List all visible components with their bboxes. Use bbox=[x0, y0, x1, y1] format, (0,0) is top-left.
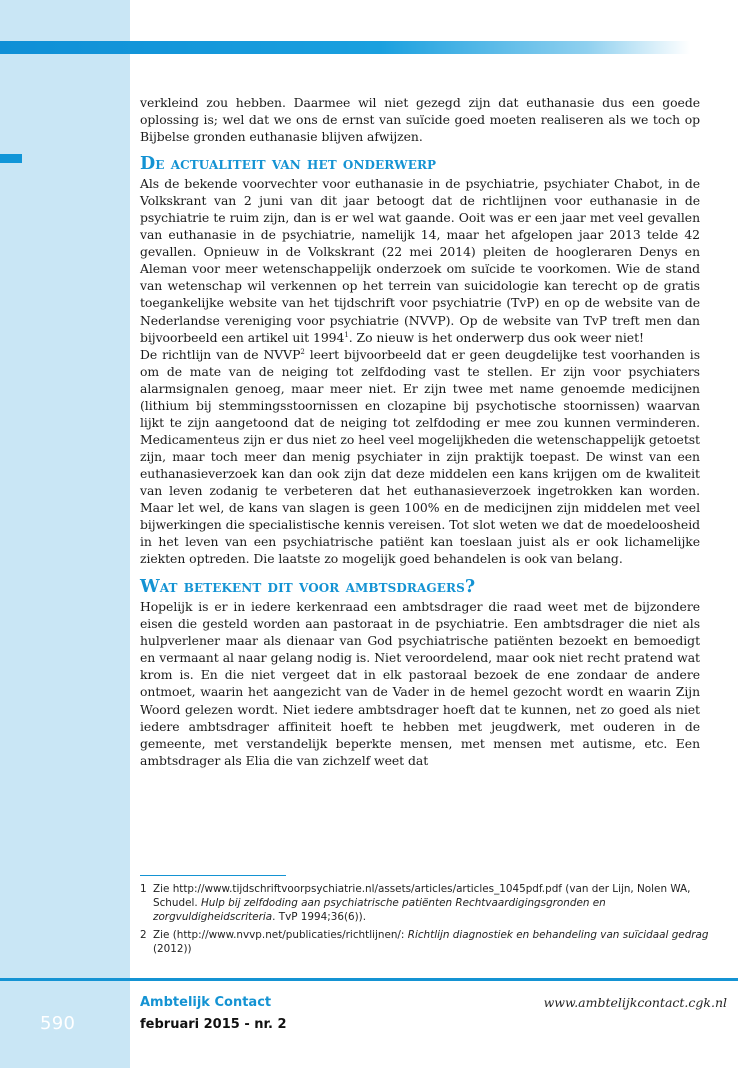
footnote-number: 1 bbox=[140, 883, 147, 895]
footnote-citation: (2012)) bbox=[153, 943, 192, 955]
footnote-title: Hulp bij zelfdoding aan psychiatrische patiënten Rechtvaardigingsgronden en zorgvuldigheidscriteria bbox=[153, 897, 606, 923]
footnote-ref-1[interactable]: 1 bbox=[344, 330, 349, 339]
footnote-divider bbox=[140, 875, 286, 876]
website-link[interactable]: www.ambtelijkcontact.cgk.nl bbox=[543, 995, 727, 1010]
page-number: 590 bbox=[40, 1013, 76, 1034]
footnote-title: Richtlijn diagnostiek en behandeling van suïcidaal gedrag bbox=[407, 929, 709, 941]
section1-p2-text: De richtlijn van de NVVP bbox=[140, 346, 301, 362]
footnote-2 bbox=[140, 928, 710, 956]
footnote-text bbox=[153, 928, 710, 956]
intro-paragraph: verkleind zou hebben. Daarmee wil niet gezegd zijn dat euthanasie dus een goede oplossing is; wel dat we ons de ernst van suïcide goed moeten realiseren als we toch op Bijbelse gronden euthanasie blijven afwijzen. bbox=[140, 95, 700, 145]
section2-paragraph-1: Hopelijk is er in iedere kerkenraad een ambtsdrager die raad weet met de bijzondere eisen die gesteld worden aan pastoraat in de psychiatrie. Een ambtsdrager die niet als hulpverlener maar als dienaar van God psychiatrische patiënten bezoekt en bemoedigt en vermaant al naar gelang nodig is. Niet veroordelend, maar ook niet recht pratend wat krom is. En die niet vergeet dat in elk pastoraal bezoek de ene zondaar de andere ontmoet, waarin het aangezicht van de Vader in de hemel gezocht wordt en waarin Zijn Woord gelezen wordt. Niet iedere ambtsdrager hoeft dat te kunnen, net zo goed als niet iedere ambtsdrager affiniteit hoeft te hebben met jeugdwerk, met ouderen in de gemeente, met verstandelijk beperkte mensen, met mensen met autisme, etc. Een ambtsdrager als Elia die van zichzelf weet dat bbox=[140, 599, 700, 768]
side-accent-mark bbox=[0, 154, 22, 163]
footnote-link-text[interactable]: Zie http://www.tijdschriftvoorpsychiatrie.nl/assets/articles/articles_1045pdf.pdf (van der Lijn, Nolen WA, Schudel. bbox=[153, 883, 691, 909]
section-heading-ambtsdragers: Wat betekent dit voor ambtsdragers? bbox=[140, 577, 476, 598]
top-accent-bar bbox=[0, 41, 690, 54]
magazine-title: Ambtelijk Contact bbox=[140, 995, 272, 1010]
footnote-text bbox=[153, 882, 710, 924]
section1-paragraph-2 bbox=[140, 346, 700, 568]
section1-paragraph-1 bbox=[140, 175, 700, 345]
footnote-citation: . TvP 1994;36(6)). bbox=[272, 911, 367, 923]
footnote-1 bbox=[140, 882, 710, 924]
section1-p2-text-end: leert bijvoorbeeld dat er geen deugdelijke test voorhanden is om de mate van de neiging tot zelfdoding vast te stellen. Er zijn voor psychiaters alarmsignalen genoeg, maar meer niet. Er zijn twee met name genoemde medicijnen (lithium bij stemmingsstoornissen en clozapine bij psychotische stoornissen) waarvan lijkt te zijn aangetoond dat de neiging tot zelfdoding er mee zou kunnen verminderen. Medicamenteus zijn er dus niet zo heel veel mogelijkheden die wetenschappelijk getoetst zijn, maar toch meer dan menig psychiater in zijn praktijk toepast. De winst van een euthanasieverzoek kan dan ook zijn dat deze middelen een kans krijgen om de kwaliteit van leven zodanig te verbeteren dat het euthanasieverzoek ingetrokken kan worden. Maar let wel, de kans van slagen is geen 100% en de medicijnen zijn middelen met veel bijwerkingen die specialistische kennis vereisen. Tot slot weten we dat de moedeloosheid in het leven van een psychiatrische patiënt kan toeslaan juist als er ook lichamelijke ziekten optreden. Die laatste zo mogelijk goed behandelen is ook van belang. bbox=[140, 346, 700, 567]
footer-divider bbox=[0, 978, 738, 981]
issue-label: februari 2015 - nr. 2 bbox=[140, 1017, 287, 1032]
section1-p1-text: Als de bekende voorvechter voor euthanasie in de psychiatrie, psychiater Chabot, in de Volkskrant van 2 juni van dit jaar betoogt dat de richtlijnen voor euthanasie in de psychiatrie te ruim zijn, dan is er wel wat gaande. Ooit was er een jaar met veel gevallen van euthanasie in de psychiatrie, namelijk 14, maar het afgelopen jaar 2013 telde 42 gevallen. Opnieuw in de Volkskrant (22 mei 2014) pleiten de hoogleraren Denys en Aleman voor meer wetenschappelijk onderzoek om suïcide te voorkomen. Wie de stand van wetenschap wil verkennen op het terrein van suicidologie kan terecht op de gratis toegankelijke website van het tijdschrift voor psychiatrie (TvP) en op de website van de Nederlandse vereniging voor psychiatrie (NVVP). Op de website van TvP treft men dan bijvoorbeeld een artikel uit 1994 bbox=[140, 176, 700, 345]
footnote-ref-2[interactable]: 2 bbox=[300, 347, 305, 356]
section1-p1-text-end: . Zo nieuw is het onderwerp dus ook weer niet! bbox=[348, 329, 644, 345]
footnotes bbox=[140, 882, 710, 960]
footnote-number: 2 bbox=[140, 929, 147, 941]
footnote-link-text[interactable]: Zie (http://www.nvvp.net/publicaties/richtlijnen/: bbox=[153, 929, 408, 941]
section-heading-actualiteit: De actualiteit van het onderwerp bbox=[140, 154, 437, 175]
article-body bbox=[140, 94, 700, 769]
